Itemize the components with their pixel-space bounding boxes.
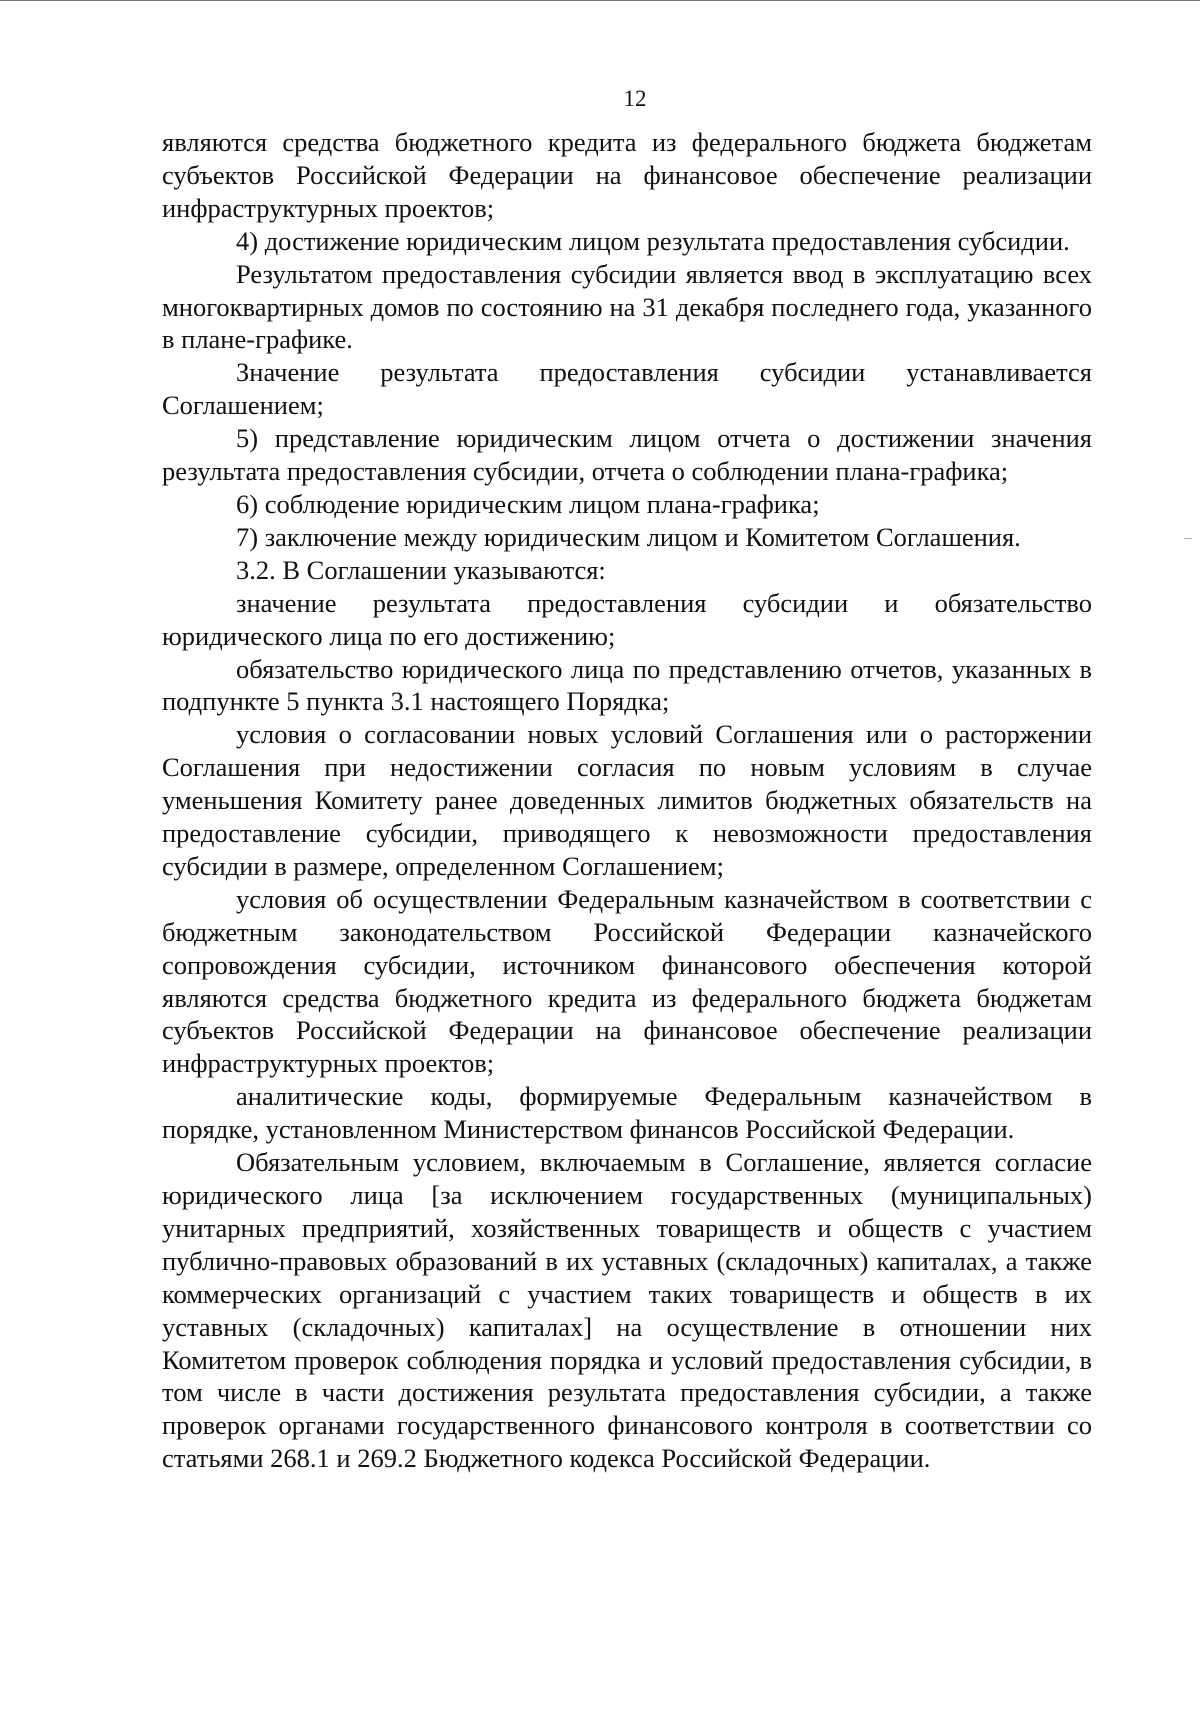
paragraph: аналитические коды, формируемые Федеральным казначейством в порядке, установленном Министерством финансов Российской Федерации. — [162, 1081, 1092, 1145]
paragraph: условия о согласовании новых условий Соглашения или о расторжении Соглашения при недостижении согласия по новым условиям в случае уменьшения Комитету ранее доведенных лимитов бюджетных обязательств на предоставление субсидии, приводящего к невозможности предоставления субсидии в размере, определенном Соглашением; — [162, 719, 1092, 881]
paragraph: 6) соблюдение юридическим лицом плана-графика; — [236, 488, 820, 519]
paragraph: 4) достижение юридическим лицом результата предоставления субсидии. — [236, 225, 1070, 256]
paragraph: 7) заключение между юридическим лицом и Комитетом Соглашения. — [236, 521, 1021, 552]
scan-edge-mark — [1184, 538, 1192, 539]
paragraph: являются средства бюджетного кредита из федерального бюджета бюджетам субъектов Российской Федерации на финансовое обеспечение реализации инфраструктурных проектов; — [162, 127, 1092, 223]
paragraph: значение результата предоставления субсидии и обязательство юридического лица по его достижению; — [162, 587, 1092, 651]
scan-edge-line — [0, 0, 1200, 1]
paragraph: 3.2. В Соглашении указываются: — [236, 554, 606, 585]
document-body — [162, 126, 1092, 1475]
paragraph: Результатом предоставления субсидии является ввод в эксплуатацию всех многоквартирных домов по состоянию на 31 декабря последнего года, указанного в плане-графике. — [162, 258, 1092, 355]
paragraph: обязательство юридического лица по представлению отчетов, указанных в подпункте 5 пункта 3.1 настоящего Порядка; — [162, 653, 1092, 717]
paragraph: 5) представление юридическим лицом отчета о достижении значения результата предоставления субсидии, отчета о соблюдении плана-графика; — [162, 423, 1092, 487]
paragraph: условия об осуществлении Федеральным казначейством в соответствии с бюджетным законодательством Российской Федерации казначейского сопровождения субсидии, источником финансового обеспечения которой являются средства бюджетного кредита из федерального бюджета бюджетам субъектов Российской Федерации на финансовое обеспечение реализации инфраструктурных проектов; — [162, 883, 1092, 1079]
paragraph: Обязательным условием, включаемым в Соглашение, является согласие юридического лица [за исключением государственных (муниципальных) унитарных предприятий, хозяйственных товариществ и обществ с участием публично-правовых образований в их уставных (складочных) капиталах, а также коммерческих организаций с участием таких товариществ и обществ в их уставных (складочных) капиталах] на осуществление в отношении них Комитетом проверок соблюдения порядка и условий предоставления субсидии, в том числе в части достижения результата предоставления субсидии, а также проверок органами государственного финансового контроля в соответствии со статьями 268.1 и 269.2 Бюджетного кодекса Российской Федерации. — [162, 1147, 1092, 1474]
page-number: 12 — [623, 86, 647, 111]
paragraph: Значение результата предоставления субсидии устанавливается Соглашением; — [162, 357, 1092, 421]
